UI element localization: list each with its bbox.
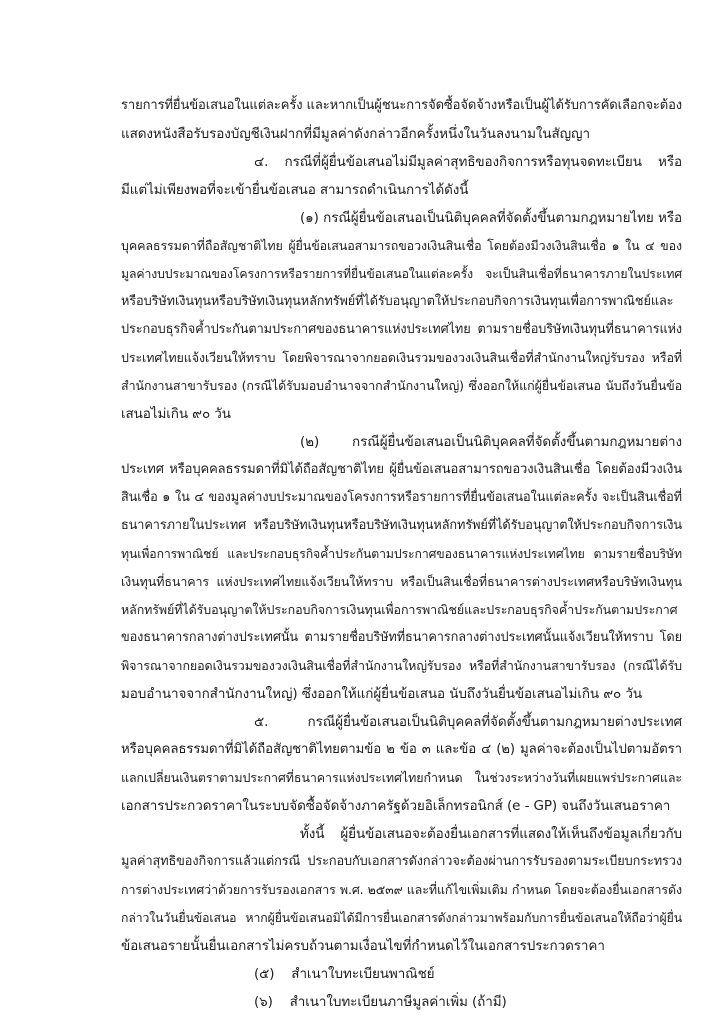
paragraph-lead: ทั้งนี้ ผู้ยื่นข้อเสนอจะต้องยื่นเอกสารที่แสดงให้เห็นถึงข้อมูลเกี่ยวกับ (300, 826, 682, 842)
paragraph-line: ข้อเสนอรายนั้นยื่นเอกสารไม่ครบถ้วนตามเงื่อนไขที่กำหนดไว้ในเอกสารประกวดราคา (121, 938, 605, 954)
section-heading-4: ๔. กรณีที่ผู้ยื่นข้อเสนอไม่มีมูลค่าสุทธิของกิจการหรือทุนจดทะเบียน หรือ (254, 154, 682, 170)
paragraph-line: แลกเปลี่ยนเงินตราตามประกาศที่ธนาคารแห่งประเทศไทยกำหนด ในช่วงระหว่างวันที่เผยแพร่ประกาศและ (121, 770, 682, 785)
paragraph-line: หลักทรัพย์ที่ได้รับอนุญาตให้ประกอบกิจการเงินทุนเพื่อการพาณิชย์และประกอบธุรกิจค้ำประกันตามประกาศ (121, 602, 678, 617)
section-heading-5: ๕. กรณีผู้ยื่นข้อเสนอเป็นนิติบุคคลที่จัดตั้งขึ้นตามกฎหมายต่างประเทศ (254, 714, 682, 730)
paragraph-line: เงินทุนที่ธนาคาร แห่งประเทศไทยแจ้งเวียนให้ทราบ หรือเป็นสินเชื่อที่ธนาคารต่างประเทศหรือบริษัทเงินทุน (121, 574, 682, 589)
subsection-heading-2: (๒) กรณีผู้ยื่นข้อเสนอเป็นนิติบุคคลที่จัดตั้งขึ้นตามกฎหมายต่าง (300, 434, 682, 450)
paragraph-line: รายการที่ยื่นข้อเสนอในแต่ละครั้ง และหากเป็นผู้ชนะการจัดซื้อจัดจ้างหรือเป็นผู้ได้รับการคัดเลือกจะต้อง (121, 98, 683, 113)
list-item-6: (๖) สำเนาใบทะเบียนภาษีมูลค่าเพิ่ม (ถ้ามี) (254, 994, 507, 1010)
paragraph-line: แสดงหนังสือรับรองบัญชีเงินฝากที่มีมูลค่าดังกล่าวอีกครั้งหนึ่งในวันลงนามในสัญญา (121, 126, 590, 142)
paragraph-line: พิจารณาจากยอดเงินรวมของวงเงินสินเชื่อที่สำนักงานใหญ่รับรอง หรือที่สำนักงานสาขารับรอง (กรณีได้รับ (121, 658, 682, 673)
paragraph-line: เอกสารประกวดราคาในระบบจัดซื้อจัดจ้างภาครัฐด้วยอิเล็กทรอนิกส์ (e - GP) จนถึงวันเสนอราคา (121, 798, 671, 814)
subsection-heading-1: (๑) กรณีผู้ยื่นข้อเสนอเป็นนิติบุคคลที่จัดตั้งขึ้นตามกฎหมายไทย หรือ (300, 210, 682, 226)
paragraph-line: มูลค่างบประมาณของโครงการหรือรายการที่ยื่นข้อเสนอในแต่ละครั้ง จะเป็นสินเชื่อที่ธนาคารภายในประเทศ (121, 267, 682, 281)
paragraph-line: กล่าวในวันยื่นข้อเสนอ หากผู้ยื่นข้อเสนอมิได้มีการยื่นเอกสารดังกล่าวมาพร้อมกับการยื่นข้อเสนอให้ถือว่าผู้ยื่น (121, 911, 682, 925)
paragraph-line: สำนักงานสาขารับรอง (กรณีได้รับมอบอำนาจจากสำนักงานใหญ่) ซึ่งออกให้แก่ผู้ยื่นข้อเสนอ นับถึงวันยื่นข้อ (121, 378, 682, 393)
paragraph-line: การต่างประเทศว่าด้วยการรับรองเอกสาร พ.ศ. ๒๕๓๙ และที่แก้ไขเพิ่มเติม กำหนด โดยจะต้องยื่นเอกสารดัง (121, 882, 682, 897)
paragraph-line: เสนอไม่เกิน ๙๐ วัน (121, 406, 231, 422)
paragraph-line: หรือบริษัทเงินทุนหรือบริษัทเงินทุนหลักทรัพย์ที่ได้รับอนุญาตให้ประกอบกิจการเงินทุนเพื่อการพาณิชย์และ (121, 294, 674, 309)
paragraph-line: มูลค่าสุทธิของกิจการแล้วแต่กรณี ประกอบกับเอกสารดังกล่าวจะต้องผ่านการรับรองตามระเบียบกระทรวง (121, 854, 682, 869)
paragraph-line: ธนาคารภายในประเทศ หรือบริษัทเงินทุนหรือบริษัทเงินทุนหลักทรัพย์ที่ได้รับอนุญาตให้ประกอบกิจการเงิน (121, 518, 682, 533)
paragraph-line: มีแต่ไม่เพียงพอที่จะเข้ายื่นข้อเสนอ สามารถดำเนินการได้ดังนี้ (121, 182, 469, 198)
paragraph-line: หรือบุคคลธรรมดาที่มิได้ถือสัญชาติไทยตามข้อ ๒ ข้อ ๓ และข้อ ๔ (๒) มูลค่าจะต้องเป็นไปตามอัตรา (121, 742, 682, 757)
paragraph-line: ของธนาคารกลางต่างประเทศนั้น ตามรายชื่อบริษัทที่ธนาคารกลางต่างประเทศนั้นแจ้งเวียนให้ทราบ โดย (121, 630, 682, 645)
paragraph-line: ประเทศไทยแจ้งเวียนให้ทราบ โดยพิจารณาจากยอดเงินรวมของวงเงินสินเชื่อที่สำนักงานใหญ่รับรอง หรือที่ (121, 350, 682, 365)
paragraph-line: ประกอบธุรกิจค้ำประกันตามประกาศของธนาคารแห่งประเทศไทย ตามรายชื่อบริษัทเงินทุนที่ธนาคารแห่ง (121, 322, 682, 337)
paragraph-line: บุคคลธรรมดาที่ถือสัญชาติไทย ผู้ยื่นข้อเสนอสามารถขอวงเงินสินเชื่อ โดยต้องมีวงเงินสินเชื่อ ๑ ใน ๔ ของ (121, 238, 682, 253)
list-item-5: (๕) สำเนาใบทะเบียนพาณิชย์ (254, 966, 435, 982)
paragraph-line: ทุนเพื่อการพาณิชย์ และประกอบธุรกิจค้ำประกันตามประกาศของธนาคารแห่งประเทศไทย ตามรายชื่อบริษัท (121, 547, 682, 561)
paragraph-line: มอบอำนาจจากสำนักงานใหญ่) ซึ่งออกให้แก่ผู้ยื่นข้อเสนอ นับถึงวันยื่นข้อเสนอไม่เกิน ๙๐ วัน (121, 686, 642, 702)
paragraph-line: ประเทศ หรือบุคคลธรรมดาที่มิได้ถือสัญชาติไทย ผู้ยื่นข้อเสนอสามารถขอวงเงินสินเชื่อ โดยต้องมีวงเงิน (121, 462, 682, 477)
paragraph-line: สินเชื่อ ๑ ใน ๔ ของมูลค่างบประมาณของโครงการหรือรายการที่ยื่นข้อเสนอในแต่ละครั้ง จะเป็นสินเชื่อที่ (121, 490, 682, 505)
